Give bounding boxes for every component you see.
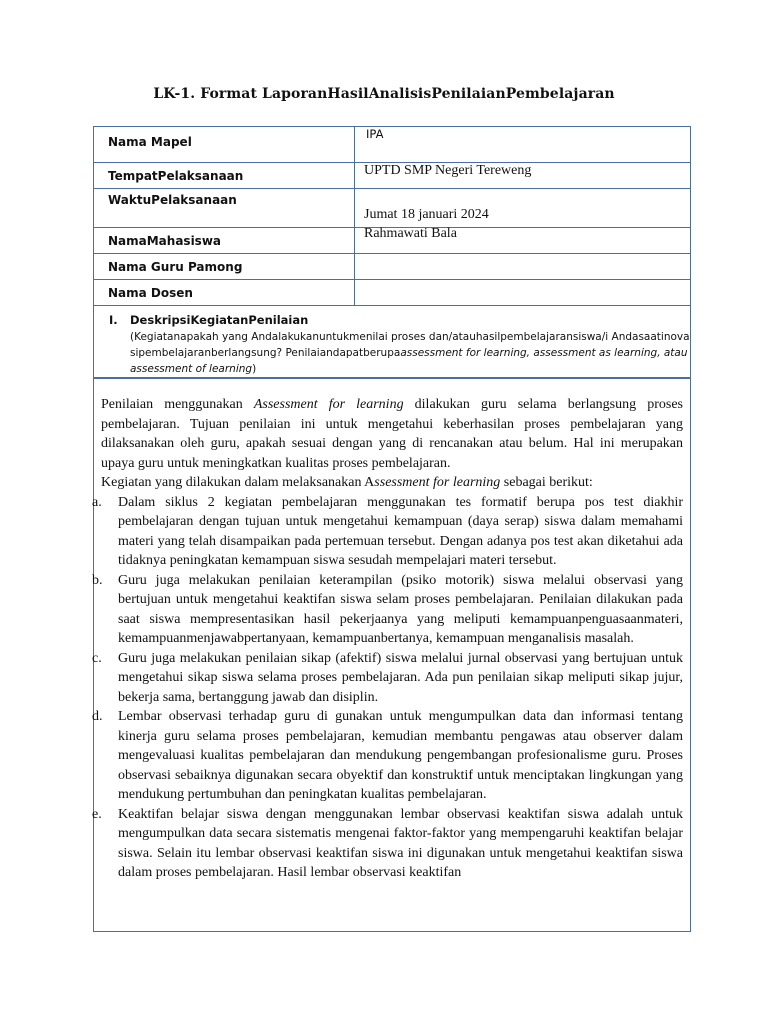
section-number: I.: [109, 313, 118, 327]
table-row: [94, 163, 691, 189]
value-nama-mahasiswa: Rahmawati Bala: [355, 227, 691, 253]
value-nama-guru-pamong: [355, 253, 691, 279]
label-tempat-pelaksanaan: TempatPelaksanaan: [94, 163, 355, 189]
value-nama-dosen: [355, 279, 691, 305]
value-tempat-pelaksanaan: UPTD SMP Negeri Tereweng: [355, 163, 691, 189]
lead-paragraph: Kegiatan yang dilakukan dalam melaksanakan Assessment for learning sebagai berikut:: [101, 475, 593, 490]
value-waktu-pelaksanaan: Jumat 18 januari 2024: [355, 189, 691, 227]
list-item: d. Lembar observasi terhadap guru di gunakan untuk mengumpulkan data dan informasi tentang kinerja guru selama proses pembelajaran, kemudian membantu pengawas atau observer dalam mengevaluasi kualitas pembelajaran dan mendukung pengembangan profesionalisme guru. Proses observasi sebaiknya digunakan secara obyektif dan konstruktif untuk menciptakan lingkungan yang mendukung pertumbuhan dan peningkatan kualitas pembelajaran.: [92, 709, 683, 802]
list-item: a. Dalam siklus 2 kegiatan pembelajaran menggunakan tes formatif berupa pos test diakhir pembelajaran dengan tujuan untuk mengetahui kemampuan (daya serap) siswa dalam memahami materi yang telah disampaikan pada pertemuan tersebut. Dengan adanya pos test akan diketahui ada tidaknya peningkatan kemampuan siswa sesudah mempelajari materi tersebut.: [92, 494, 683, 568]
document-title: LK-1. Format LaporanHasilAnalisisPenilaianPembelajaran: [153, 86, 615, 102]
table-row: [94, 253, 691, 279]
section-heading: [109, 313, 308, 327]
table-row: [94, 279, 691, 305]
label-nama-mapel: Nama Mapel: [94, 127, 355, 163]
report-body: [93, 378, 691, 932]
section-title: DeskripsiKegiatanPenilaian: [130, 313, 309, 327]
label-nama-mahasiswa: NamaMahasiswa: [94, 227, 355, 253]
label-nama-guru-pamong: Nama Guru Pamong: [94, 253, 355, 279]
table-row: [94, 189, 691, 227]
list-item: c. Guru juga melakukan penilaian sikap (afektif) siswa melalui jurnal observasi yang bertujuan untuk mengetahui sikap siswa selama proses pembelajaran. Ada pun penilaian sikap meliputi sikap jujur, bekerja sama, bertanggung jawab dan disiplin.: [92, 650, 683, 705]
label-waktu-pelaksanaan: WaktuPelaksanaan: [94, 189, 355, 227]
intro-paragraph: Penilaian menggunakan Assessment for learning dilakukan guru selama berlangsung proses pembelajaran. Tujuan penilaian ini untuk mengetahui keberhasilan proses pembelajaran yang dilaksanakan oleh guru, apakah sesuai dengan yang di rencanakan atau belum. Hal ini merupakan upaya guru untuk meningkatkan kualitas proses pembelajaran.: [101, 397, 683, 471]
list-item: b. Guru juga melakukan penilaian keterampilan (psiko motorik) siswa melalui observasi yang bertujuan untuk mengetahui keaktifan siswa selam proses pembelajaran. Penilaian dilakukan pada saat siswa mempresentasikan hasil pekerjaanya yang meliputi kemampuanpenguasaanmateri, kemampuanmenjawabpertanyaan, kemampuanbertanya, kemampuan menganalisis masalah.: [92, 572, 683, 646]
label-nama-dosen: Nama Dosen: [94, 279, 355, 305]
report-text: [92, 395, 683, 883]
table-row: [94, 127, 691, 163]
value-nama-mapel: IPA: [355, 127, 691, 163]
list-item: e. Keaktifan belajar siswa dengan menggunakan lembar observasi keaktifan siswa adalah untuk mengumpulkan data secara sistematis mengenai faktor-faktor yang mempengaruhi keaktifan belajar siswa. Selain itu lembar observasi keaktifan siswa ini digunakan untuk mengetahui keaktifan siswa dalam proses pembelajaran. Hasil lembar observasi keaktifan: [92, 806, 683, 880]
section-instructions: (Kegiatanapakah yang Andalakukanuntukmenilai proses dan/atauhasilpembelajaransiswa/i Andasaatinovasipembelajaranberlangsung? Penilaiandapatberupaassessment for learning, assessment as learning, atau assessment of learning): [130, 331, 690, 375]
table-row: [94, 227, 691, 253]
info-table: [93, 126, 691, 306]
description-section: [93, 306, 691, 378]
